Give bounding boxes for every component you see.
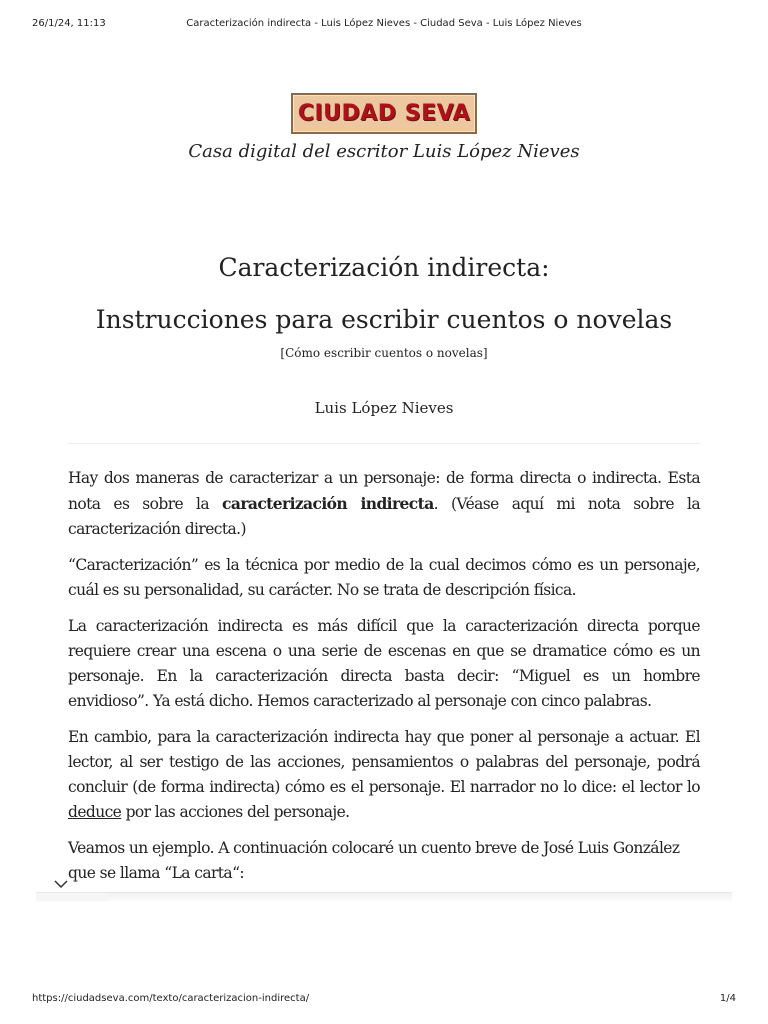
print-datetime: 26/1/24, 11:13 — [32, 18, 106, 29]
paragraph-2: “Caracterización” es la técnica por medio de la cual decimos cómo es un personaje, cuál es su personalidad, su carácter. No se trata de descripción física. — [68, 556, 700, 599]
bottom-scroll-bar-segment — [36, 893, 110, 901]
bottom-scroll-bar — [36, 892, 732, 901]
print-page-number: 1/4 — [719, 993, 736, 1004]
print-page-title: Caracterización indirecta - Luis López Nieves - Ciudad Seva - Luis López Nieves — [186, 18, 582, 29]
paragraph-1-text-a: Hay dos maneras de caracterizar a un personaje: de forma directa o indirecta. Esta nota es sobre la — [68, 469, 700, 513]
site-tagline: Casa digital del escritor Luis López Nieves — [188, 141, 580, 162]
deduce-link[interactable]: deduce — [68, 803, 122, 821]
paragraph-4-text-a: En cambio, para la caracterización indirecta hay que poner al personaje a actuar. El lector, al ser testigo de las acciones, pensamientos o palabras del personaje, podrá concluir (de forma indirecta) cómo es el personaje. El narrador no lo dice: el lector lo — [68, 728, 700, 796]
print-footer — [0, 993, 768, 1007]
paragraph-1-text-b: . (Véase aquí mi nota sobre la caracterización directa.) — [68, 495, 700, 538]
site-logo-wrap — [0, 93, 768, 134]
chevron-down-icon[interactable] — [53, 876, 69, 892]
print-url: https://ciudadseva.com/texto/caracterizacion-indirecta/ — [32, 993, 310, 1004]
paragraph-1-bold: caracterización indirecta — [222, 494, 434, 513]
print-header — [0, 18, 768, 32]
article-subtitle: [Cómo escribir cuentos o novelas] — [280, 346, 488, 360]
article-author: Luis López Nieves — [314, 399, 454, 417]
article-title-line1: Caracterización indirecta: — [218, 253, 550, 282]
paragraph-4-text-b: por las acciones del personaje. — [121, 803, 350, 821]
paragraph-3: La caracterización indirecta es más difícil que la caracterización directa porque requiere crear una escena o una serie de escenas en que se dramatice cómo es un personaje. En la caracterización directa basta decir: “Miguel es un hombre envidioso”. Ya está dicho. Hemos caracterizado al personaje con cinco palabras. — [68, 617, 700, 710]
article-title-line2: Instrucciones para escribir cuentos o novelas — [95, 305, 673, 334]
article-body — [68, 466, 700, 897]
divider — [68, 443, 700, 444]
paragraph-4 — [68, 725, 700, 825]
paragraph-5: Veamos un ejemplo. A continuación colocaré un cuento breve de José Luis González que se llama “La carta“: — [68, 839, 680, 882]
paragraph-1 — [68, 466, 700, 542]
site-logo[interactable]: CIUDAD SEVA — [291, 93, 477, 134]
